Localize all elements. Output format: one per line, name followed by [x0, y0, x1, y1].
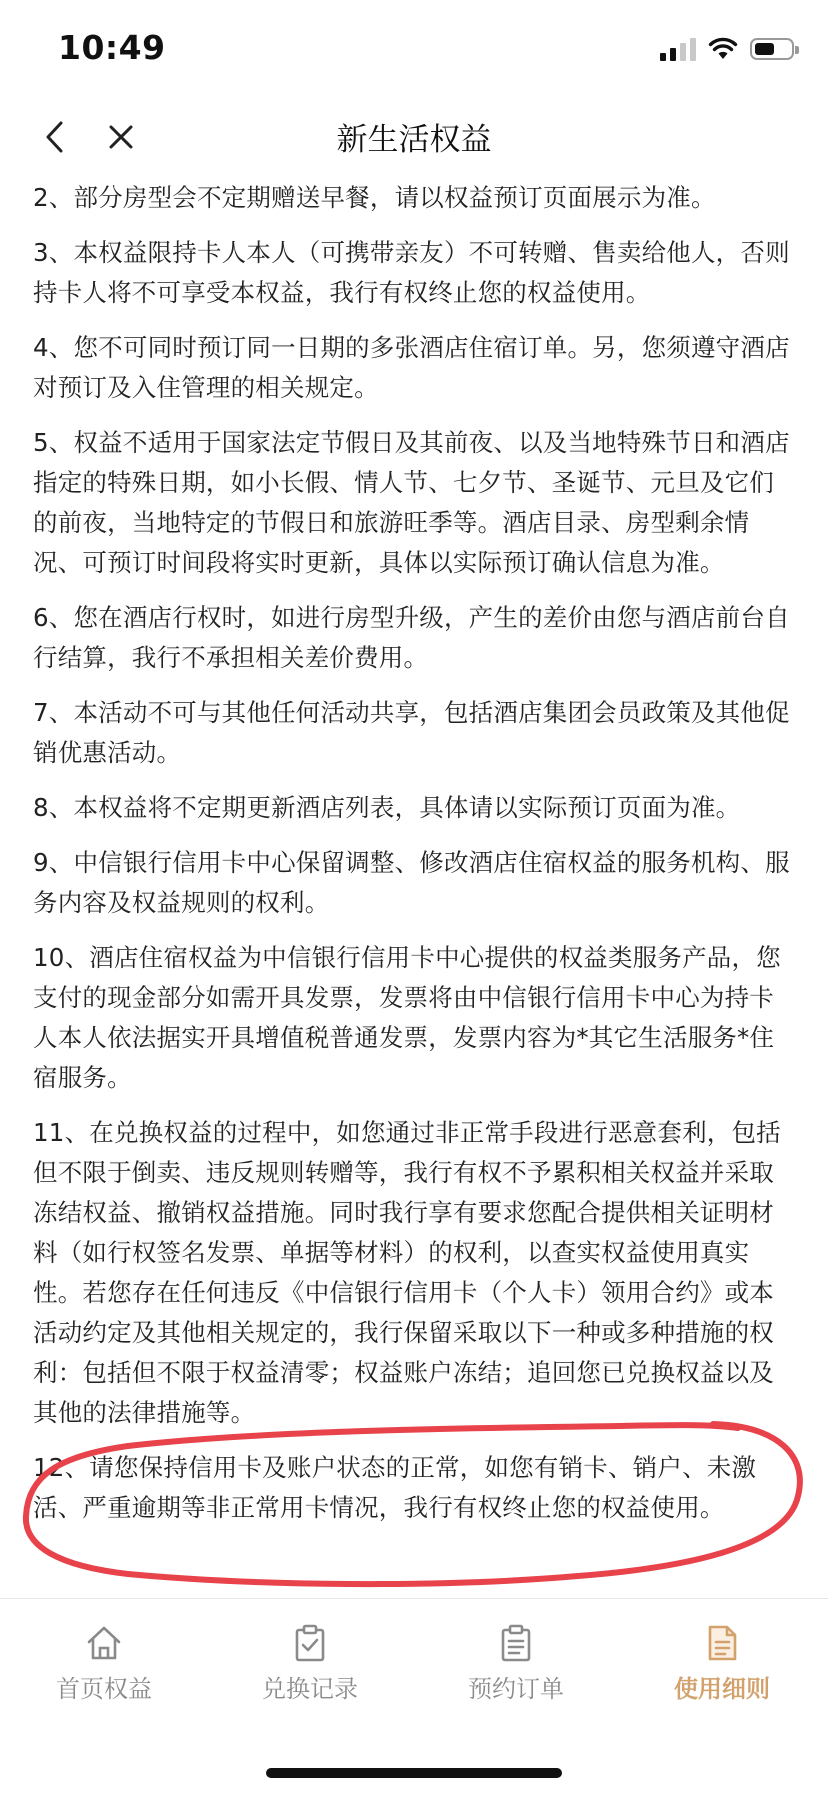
rule-item: 4、您不可同时预订同一日期的多张酒店住宿订单。另，您须遵守酒店对预订及入住管理的相关规定。: [33, 333, 790, 402]
cellular-signal-icon: [660, 37, 696, 61]
rule-item: 10、酒店住宿权益为中信银行信用卡中心提供的权益类服务产品，您支付的现金部分如需开具发票，发票将由中信银行信用卡中心为持卡人本人依法据实开具增值税普通发票，发票内容为*其它生活服务*住宿服务。: [33, 943, 781, 1092]
rule-item: 9、中信银行信用卡中心保留调整、修改酒店住宿权益的服务机构、服务内容及权益规则的权利。: [33, 848, 790, 917]
checklist-icon: [290, 1623, 330, 1663]
tab-bar: [0, 1598, 828, 1793]
rule-item: 3、本权益限持卡人本人（可携带亲友）不可转赠、售卖给他人，否则持卡人将不可享受本权益，我行有权终止您的权益使用。: [33, 238, 790, 307]
tab-label: 使用细则: [674, 1675, 770, 1703]
battery-icon: [750, 38, 794, 60]
status-time: 10:49: [58, 28, 166, 67]
rule-item: 7、本活动不可与其他任何活动共享，包括酒店集团会员政策及其他促销优惠活动。: [33, 698, 790, 767]
wifi-icon: [708, 37, 738, 61]
document-icon: [702, 1623, 742, 1663]
rules-content: [33, 178, 795, 1543]
tab-exchange-records[interactable]: [220, 1623, 400, 1704]
rule-item: 8、本权益将不定期更新酒店列表，具体请以实际预订页面为准。: [33, 793, 741, 822]
tab-usage-rules[interactable]: [632, 1623, 812, 1704]
rule-item: 6、您在酒店行权时，如进行房型升级，产生的差价由您与酒店前台自行结算，我行不承担相关差价费用。: [33, 603, 790, 672]
rule-item: 2、部分房型会不定期赠送早餐，请以权益预订页面展示为准。: [33, 183, 716, 212]
home-indicator[interactable]: [266, 1768, 562, 1778]
status-icons: [660, 34, 794, 64]
tab-label: 首页权益: [56, 1675, 152, 1703]
clipboard-icon: [496, 1623, 536, 1663]
tab-label: 兑换记录: [262, 1675, 358, 1703]
nav-bar: [0, 100, 828, 176]
home-icon: [84, 1623, 124, 1663]
rule-item: 11、在兑换权益的过程中，如您通过非正常手段进行恶意套利，包括但不限于倒卖、违反规则转赠等，我行有权不予累积相关权益并采取冻结权益、撤销权益措施。同时我行享有要求您配合提供相关证明材料（如行权签名发票、单据等材料）的权利，以查实权益使用真实性。若您存在任何违反《中信银行信用卡（个人卡）领用合约》或本活动约定及其他相关规定的，我行保留采取以下一种或多种措施的权利：包括但不限于权益清零；权益账户冻结；追回您已兑换权益以及其他的法律措施等。: [33, 1118, 781, 1427]
tab-reservation-orders[interactable]: [426, 1623, 606, 1704]
tab-label: 预约订单: [468, 1675, 564, 1703]
rule-item-highlighted: 12、请您保持信用卡及账户状态的正常，如您有销卡、销户、未激活、严重逾期等非正常用卡情况，我行有权终止您的权益使用。: [33, 1453, 757, 1522]
status-bar: [0, 0, 828, 100]
rule-item: 5、权益不适用于国家法定节假日及其前夜、以及当地特殊节日和酒店指定的特殊日期，如小长假、情人节、七夕节、圣诞节、元旦及它们的前夜，当地特定的节假日和旅游旺季等。酒店目录、房型剩余情况、可预订时间段将实时更新，具体以实际预订确认信息为准。: [33, 428, 790, 577]
tab-home-benefits[interactable]: [14, 1623, 194, 1704]
page-title: 新生活权益: [336, 122, 492, 158]
